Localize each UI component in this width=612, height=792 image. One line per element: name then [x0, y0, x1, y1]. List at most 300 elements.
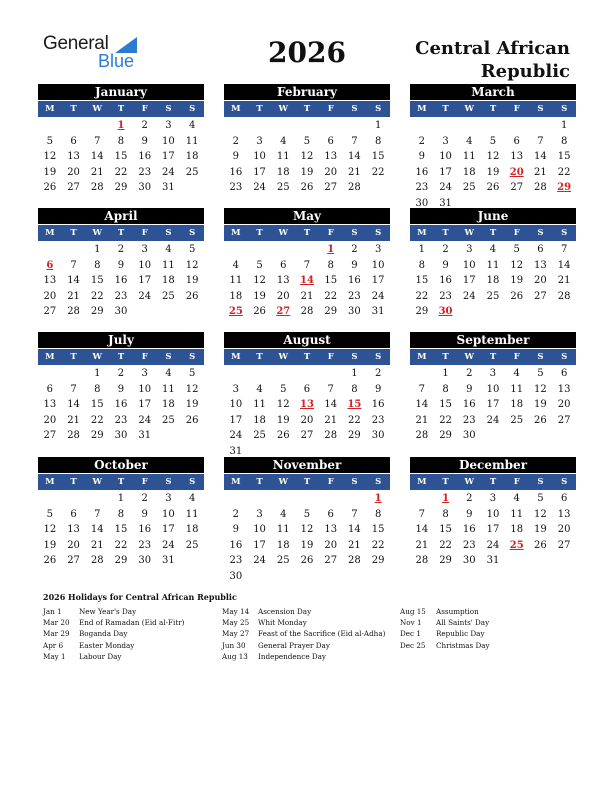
day-cell: 3 [442, 135, 449, 147]
day-cell: 14 [348, 151, 361, 162]
day-cell: 8 [374, 135, 382, 147]
day-cell: 2 [117, 244, 125, 255]
weekday-header [38, 225, 204, 241]
day-cell: 15 [439, 524, 452, 535]
month-title: June [410, 208, 576, 224]
country-line-1: Central African [415, 38, 570, 59]
empty-cell [410, 491, 434, 507]
day-cell: 13 [557, 383, 571, 395]
day-cell: 12 [300, 151, 314, 162]
holiday-name: General Prayer Day [258, 640, 330, 650]
day-cell: 7 [537, 135, 544, 147]
weekday-label: W [278, 228, 289, 238]
weekday-label: T [442, 104, 449, 114]
day-cell: 13 [67, 524, 80, 535]
day-cell: 17 [253, 539, 266, 551]
day-cell: 3 [374, 244, 382, 255]
day-cell: 12 [253, 275, 266, 286]
day-cell: 6 [70, 135, 77, 147]
holiday-name: Easter Monday [79, 640, 135, 650]
month-title: September [410, 332, 576, 348]
day-cell: 28 [534, 182, 547, 193]
day-cell: 30 [138, 555, 152, 566]
empty-cell [295, 242, 319, 258]
weekday-header [410, 474, 576, 490]
day-grid [38, 366, 204, 444]
day-cell: 20 [300, 414, 314, 426]
weekday-label: S [375, 477, 382, 487]
day-cell: 2 [141, 493, 148, 504]
weekday-label: M [231, 104, 241, 114]
day-cell: 11 [162, 383, 175, 395]
weekday-label: S [561, 104, 568, 114]
day-cell: 18 [162, 275, 175, 286]
day-cell: 11 [276, 151, 290, 162]
day-cell: 9 [466, 383, 473, 395]
day-cell: 5 [280, 383, 287, 395]
month-title: December [410, 457, 576, 473]
holiday-row [222, 617, 385, 628]
month-november [224, 457, 390, 584]
weekday-label: T [303, 104, 311, 114]
holiday-date: Jan 1 [43, 607, 62, 616]
day-cell: 27 [557, 539, 571, 551]
day-cell: 29 [324, 306, 338, 317]
day-cell: 1 [560, 120, 568, 131]
day-cell: 25 [462, 182, 476, 193]
country-line-2: Republic [480, 61, 570, 82]
day-cell: 4 [280, 135, 287, 147]
day-cell: 11 [253, 399, 266, 410]
empty-cell [295, 366, 319, 382]
weekday-header [410, 101, 576, 117]
day-cell: 5 [489, 135, 497, 147]
month-october [38, 457, 204, 569]
day-cell: 3 [141, 244, 148, 255]
month-title: February [224, 84, 390, 100]
day-cell: 3 [466, 244, 473, 255]
day-cell: 13 [276, 275, 290, 286]
day-cell: 24 [462, 290, 476, 302]
day-cell: 9 [374, 383, 382, 395]
day-cell: 12 [185, 383, 199, 395]
weekday-label: S [561, 228, 568, 238]
weekday-label: T [70, 228, 77, 238]
holiday-day-cell: 15 [347, 399, 362, 410]
day-cell: 17 [486, 399, 500, 410]
day-cell: 29 [371, 555, 385, 566]
day-cell: 22 [415, 290, 429, 302]
day-cell: 1 [374, 120, 382, 131]
day-cell: 27 [324, 182, 338, 193]
holiday-name: Ascension Day [258, 607, 312, 616]
day-cell: 17 [138, 275, 152, 286]
weekday-label: T [303, 352, 311, 362]
day-cell: 13 [43, 275, 57, 286]
day-cell: 20 [324, 166, 338, 178]
day-cell: 23 [114, 290, 128, 302]
day-cell: 6 [560, 493, 568, 504]
day-cell: 30 [415, 197, 429, 209]
day-cell: 31 [162, 182, 175, 193]
day-cell: 17 [486, 524, 500, 535]
weekday-label: T [70, 477, 77, 487]
day-cell: 7 [418, 383, 426, 395]
empty-cell [410, 366, 434, 382]
logo [43, 33, 143, 73]
day-cell: 2 [418, 135, 426, 147]
month-title: January [38, 84, 204, 100]
day-cell: 6 [280, 259, 287, 271]
day-cell: 8 [560, 135, 568, 147]
holiday-row [222, 640, 385, 651]
holiday-date: May 14 [222, 607, 250, 616]
empty-cell [85, 491, 109, 507]
day-cell: 29 [90, 306, 104, 317]
day-cell: 28 [557, 290, 571, 302]
weekday-label: M [231, 352, 241, 362]
weekday-label: S [537, 104, 544, 114]
day-cell: 19 [534, 399, 547, 410]
weekday-label: M [417, 352, 427, 362]
day-cell: 7 [303, 259, 311, 271]
day-cell: 18 [510, 524, 524, 535]
empty-cell [38, 366, 62, 382]
day-cell: 10 [371, 259, 385, 271]
day-cell: 24 [138, 414, 152, 426]
day-cell: 17 [229, 414, 243, 426]
day-cell: 6 [46, 383, 54, 395]
day-cell: 24 [253, 182, 266, 193]
day-cell: 2 [351, 244, 358, 255]
day-cell: 16 [138, 151, 152, 162]
day-cell: 26 [253, 306, 266, 317]
day-cell: 9 [442, 259, 449, 271]
holiday-row [222, 651, 385, 662]
day-cell: 2 [232, 135, 240, 147]
day-cell: 15 [324, 275, 338, 286]
day-cell: 21 [67, 290, 80, 302]
day-cell: 7 [94, 135, 101, 147]
day-cell: 16 [439, 275, 452, 286]
empty-cell [224, 118, 248, 134]
weekday-label: T [489, 352, 497, 362]
day-cell: 24 [486, 414, 500, 426]
weekday-label: S [189, 228, 196, 238]
day-cell: 23 [348, 290, 361, 302]
holiday-list [43, 592, 583, 666]
day-cell: 9 [232, 151, 240, 162]
month-september [410, 332, 576, 444]
day-cell: 7 [560, 244, 568, 255]
day-cell: 10 [253, 151, 266, 162]
day-cell: 11 [185, 508, 199, 520]
day-cell: 30 [114, 306, 128, 317]
holiday-day-cell: 27 [276, 306, 291, 317]
day-cell: 14 [90, 151, 104, 162]
day-cell: 6 [303, 383, 311, 395]
holiday-name: Independence Day [258, 651, 326, 661]
weekday-label: T [489, 477, 497, 487]
day-cell: 22 [371, 166, 385, 178]
day-cell: 15 [439, 399, 452, 410]
day-cell: 18 [229, 290, 243, 302]
weekday-label: F [513, 352, 520, 362]
day-cell: 27 [300, 430, 314, 441]
weekday-label: M [45, 352, 55, 362]
day-cell: 4 [165, 244, 172, 255]
day-cell: 9 [466, 508, 473, 520]
day-cell: 22 [439, 414, 452, 426]
day-cell: 27 [324, 555, 338, 566]
day-cell: 2 [374, 368, 382, 379]
day-cell: 19 [300, 539, 314, 551]
day-cell: 27 [43, 306, 57, 317]
day-cell: 14 [67, 399, 80, 410]
empty-cell [224, 366, 248, 382]
weekday-label: W [278, 477, 289, 487]
day-cell: 21 [67, 414, 80, 426]
weekday-label: T [489, 104, 497, 114]
day-cell: 25 [253, 430, 266, 441]
day-cell: 24 [162, 166, 175, 178]
holiday-day-cell: 1 [442, 493, 450, 504]
day-cell: 20 [43, 290, 57, 302]
weekday-label: T [442, 352, 449, 362]
day-cell: 24 [371, 290, 385, 302]
day-cell: 15 [114, 524, 128, 535]
holiday-date: Mar 29 [43, 629, 70, 639]
day-cell: 31 [229, 445, 243, 457]
day-cell: 28 [415, 430, 429, 441]
day-cell: 21 [90, 539, 104, 551]
day-cell: 2 [442, 244, 449, 255]
day-cell: 11 [510, 383, 524, 395]
holiday-row [43, 651, 184, 662]
day-cell: 7 [351, 135, 358, 147]
holiday-day-cell: 13 [300, 399, 314, 410]
weekday-label: W [464, 477, 475, 487]
day-cell: 26 [486, 182, 500, 193]
day-cell: 21 [348, 539, 361, 551]
day-cell: 23 [439, 290, 452, 302]
weekday-label: M [231, 477, 241, 487]
weekday-header [38, 474, 204, 490]
day-cell: 29 [114, 555, 128, 566]
day-cell: 9 [141, 135, 148, 147]
day-cell: 14 [348, 524, 361, 535]
weekday-label: S [189, 104, 196, 114]
day-cell: 3 [489, 493, 497, 504]
day-cell: 15 [371, 151, 385, 162]
day-cell: 21 [415, 539, 429, 551]
day-cell: 21 [415, 414, 429, 426]
weekday-label: W [92, 477, 103, 487]
weekday-label: M [231, 228, 241, 238]
day-cell: 6 [537, 244, 544, 255]
holiday-day-cell: 30 [438, 306, 453, 317]
day-cell: 3 [256, 508, 263, 520]
holiday-column [400, 606, 490, 651]
weekday-header [224, 474, 390, 490]
weekday-label: W [92, 228, 103, 238]
day-cell: 28 [348, 182, 361, 193]
holiday-name: End of Ramadan (Eid al-Fitr) [79, 618, 185, 628]
day-cell: 26 [43, 555, 57, 566]
month-title: March [410, 84, 576, 100]
day-cell: 24 [486, 539, 500, 551]
day-cell: 1 [94, 368, 101, 379]
day-cell: 19 [534, 524, 547, 535]
weekday-label: T [303, 228, 311, 238]
day-cell: 15 [90, 399, 104, 410]
day-cell: 4 [165, 368, 172, 379]
day-cell: 10 [138, 383, 152, 395]
day-cell: 23 [462, 414, 476, 426]
weekday-label: W [464, 104, 475, 114]
empty-cell [62, 242, 86, 258]
weekday-label: W [278, 352, 289, 362]
holiday-row [400, 606, 490, 617]
day-cell: 12 [43, 151, 57, 162]
holiday-date: Jun 30 [222, 640, 246, 650]
day-cell: 21 [324, 414, 338, 426]
weekday-header [38, 349, 204, 365]
holiday-name: Feast of the Sacrifice (Eid al-Adha) [258, 629, 386, 639]
weekday-label: M [417, 104, 427, 114]
day-cell: 1 [351, 368, 358, 379]
day-cell: 25 [276, 182, 290, 193]
day-grid [410, 118, 576, 211]
day-cell: 17 [162, 524, 175, 535]
day-cell: 24 [162, 539, 175, 551]
day-cell: 11 [486, 259, 500, 271]
day-cell: 2 [141, 120, 148, 131]
day-grid [38, 118, 204, 196]
holiday-day-cell: 14 [300, 275, 314, 286]
day-cell: 23 [138, 166, 152, 178]
day-cell: 30 [462, 430, 476, 441]
holiday-date: May 1 [43, 651, 66, 661]
day-cell: 15 [90, 275, 104, 286]
day-cell: 28 [90, 555, 104, 566]
day-cell: 14 [415, 399, 429, 410]
holiday-date: Aug 13 [222, 651, 248, 661]
weekday-label: T [442, 477, 449, 487]
day-cell: 18 [253, 414, 266, 426]
weekday-label: S [537, 352, 544, 362]
logo-text-general: General [43, 33, 109, 54]
weekday-label: S [375, 352, 382, 362]
weekday-label: T [256, 352, 263, 362]
day-cell: 30 [138, 182, 152, 193]
day-cell: 17 [439, 166, 452, 178]
day-cell: 10 [439, 151, 452, 162]
day-cell: 21 [90, 166, 104, 178]
day-cell: 5 [303, 135, 311, 147]
day-cell: 24 [229, 430, 243, 441]
holiday-day-cell: 1 [327, 244, 335, 255]
day-cell: 19 [300, 166, 314, 178]
day-cell: 26 [185, 290, 199, 302]
empty-cell [319, 491, 343, 507]
day-cell: 11 [510, 508, 524, 520]
day-cell: 18 [185, 151, 199, 162]
weekday-label: W [92, 352, 103, 362]
day-cell: 9 [418, 151, 426, 162]
empty-cell [85, 118, 109, 134]
day-cell: 5 [188, 244, 196, 255]
empty-cell [224, 242, 248, 258]
empty-cell [224, 491, 248, 507]
day-cell: 21 [557, 275, 571, 286]
day-cell: 28 [67, 306, 80, 317]
day-cell: 28 [90, 182, 104, 193]
empty-cell [410, 118, 434, 134]
month-july [38, 332, 204, 444]
day-cell: 16 [462, 399, 476, 410]
day-cell: 27 [43, 430, 57, 441]
weekday-label: M [45, 228, 55, 238]
day-cell: 25 [510, 414, 524, 426]
day-cell: 20 [534, 275, 547, 286]
day-cell: 22 [90, 290, 104, 302]
weekday-label: F [513, 477, 520, 487]
weekday-label: T [442, 228, 449, 238]
year-title: 2026 [268, 36, 346, 69]
holiday-row [43, 640, 184, 651]
empty-cell [62, 366, 86, 382]
day-cell: 21 [300, 290, 314, 302]
day-cell: 31 [486, 555, 500, 566]
day-cell: 29 [439, 555, 452, 566]
weekday-label: S [165, 228, 172, 238]
holiday-row [43, 617, 184, 628]
day-cell: 1 [418, 244, 426, 255]
day-cell: 21 [348, 166, 361, 178]
day-cell: 26 [534, 414, 547, 426]
weekday-header [224, 101, 390, 117]
day-cell: 9 [232, 524, 240, 535]
weekday-label: M [45, 477, 55, 487]
day-cell: 12 [43, 524, 57, 535]
weekday-label: F [141, 477, 148, 487]
day-cell: 10 [162, 135, 175, 147]
country-title [415, 37, 570, 83]
day-cell: 4 [232, 259, 240, 271]
day-cell: 20 [557, 399, 571, 410]
empty-cell [481, 118, 505, 134]
empty-cell [319, 118, 343, 134]
logo-text-blue: Blue [98, 51, 135, 71]
day-cell: 17 [462, 275, 476, 286]
day-cell: 22 [114, 166, 128, 178]
empty-cell [343, 491, 367, 507]
day-cell: 6 [513, 135, 520, 147]
holiday-name: Assumption [436, 607, 479, 616]
month-title: October [38, 457, 204, 473]
weekday-label: S [351, 477, 358, 487]
day-cell: 29 [439, 430, 452, 441]
holiday-date: Mar 20 [43, 618, 70, 628]
empty-cell [38, 491, 62, 507]
holiday-day-cell: 6 [46, 259, 54, 271]
empty-cell [319, 366, 343, 382]
weekday-header [410, 225, 576, 241]
day-cell: 18 [462, 166, 476, 178]
day-cell: 20 [43, 414, 57, 426]
weekday-label: T [256, 477, 263, 487]
